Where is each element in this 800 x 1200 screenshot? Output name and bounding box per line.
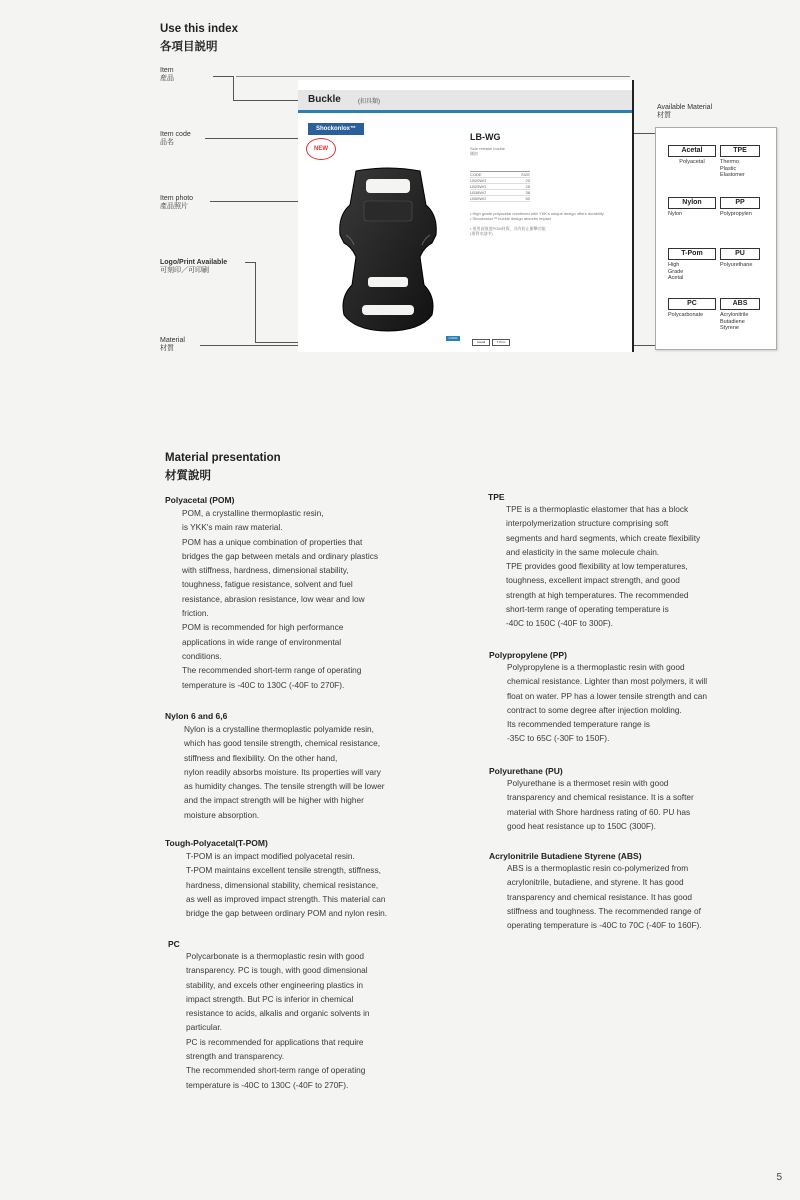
presentation-title-en: Material presentation <box>165 452 281 464</box>
leader-line-item-photo <box>210 201 300 202</box>
item-code-subtitle: Side release buckle 側扣 <box>470 146 505 156</box>
table-row: LB25WG 25 <box>470 184 530 189</box>
category-accent <box>298 110 632 113</box>
brand-badge: Shockonlox™ <box>308 123 364 135</box>
section-heading-pu: Polyurethane (PU) <box>489 766 563 776</box>
section-heading-pc: PC <box>168 939 180 949</box>
leader-line-item-code <box>205 138 305 139</box>
material-cell-nylon: Nylon Nylon <box>668 197 716 218</box>
section-body-pu: Polyurethane is a thermoset resin with good transparency and chemical resistance. It is a softer material with Shore hardness rating of 60. PU has good heat resistance up to 150C (300F). <box>507 778 694 831</box>
label-material: Material 材質 <box>160 337 185 352</box>
item-code-title: LB-WG <box>470 132 501 142</box>
section-body-pc: Polycarbonate is a thermoplastic resin with good transparency. PC is tough, with good dimensional stability, and excels other engineering plastics in impact strength. But PC is inferior in chemical resistance to acids, alkalis and organic solvents in particular. PC is recommended for applications that require strength and transparency. The recommended short-term range of operating temperature is -40C to 130C (-40F to 270F). <box>186 951 370 1090</box>
section-heading-pom: Polyacetal (POM) <box>165 495 235 505</box>
material-tag-acetal: Acetal <box>472 339 490 346</box>
material-cell-tpe: TPE Thermo Plastic Elastomer <box>720 145 760 179</box>
section-heading-pp: Polypropylene (PP) <box>489 650 567 660</box>
section-body-pom: POM, a crystalline thermoplastic resin, is YKK's main raw material. POM has a unique combination of properties that bridges the gap between metals and ordinary plastics with stiffness, hardness, dimensional stability, toughness, fatigue resistance, solvent and fuel resistance, abrasion resistance, low wear and low friction. POM is recommended for high performance applications in wide range of environmental conditions. The recommended short-term range of operating temperature is -40C to 130C (-40F to 270F). <box>182 508 379 690</box>
code-table <box>470 171 530 202</box>
category-title: Buckle <box>308 94 341 105</box>
leader-line-top <box>236 76 630 77</box>
label-logo-print: Logo/Print Available 可刻印／可印刷 <box>160 259 228 274</box>
category-subtitle: (扣具類) <box>358 99 380 105</box>
label-item-photo: Item photo 產品照片 <box>160 195 194 210</box>
material-cell-pu: PU Polyurethane <box>720 248 760 269</box>
material-cell-pp: PP Polypropylen <box>720 197 760 218</box>
page-number: 5 <box>776 1172 782 1183</box>
leader-line-available <box>632 133 655 134</box>
available-material-box <box>655 127 777 350</box>
item-notes: • High grade polyacetal combined with YKK's unique design offers durability • Shockonlox™ buckle design absorbs impact • 使用高強度POM材質，具有防止衝擊功能 (專利申請中) <box>470 211 604 236</box>
section-body-pp: Polypropylene is a thermoplastic resin with good chemical resistance. Lighter than most polymers, it will float on water. PP has a lower tensile strength and can contract to some degree after injection molding. Its recommended temperature range is -35C to 65C (-30F to 150F). <box>507 662 708 744</box>
label-item-code: Item code 品名 <box>160 131 191 146</box>
material-cell-abs: ABS Acrylonitrile Butadiene Styrene <box>720 298 760 332</box>
section-body-nylon: Nylon is a crystalline thermoplastic polyamide resin, which has good tensile strength, chemical resistance, stiffness and flexibility. On the other hand, nylon readily absorbs moisture. Its properties will vary as humidity changes. The tensile strength will be lower and the impact strength will be higher with higher moisture absorption. <box>184 724 385 820</box>
buckle-photo <box>328 165 448 335</box>
page-title-en: Use this index <box>160 23 238 35</box>
available-material-title: Available Material 材質 <box>657 104 713 119</box>
table-row: LB20WG 20 <box>470 178 530 183</box>
section-body-tpom: T-POM is an impact modified polyacetal resin. T-POM maintains excellent tensile strength, stiffness, hardness, dimensional stability, chemical resistance, as well as improved impact strength. This material can bridge the gap between ordinary POM and nylon resin. <box>186 851 388 919</box>
section-heading-abs: Acrylonitrile Butadiene Styrene (ABS) <box>489 851 642 861</box>
code-table-header: CODE SIZE <box>470 172 530 177</box>
material-cell-pc: PC Polycarbonate <box>668 298 716 319</box>
label-item: Item 産品 <box>160 67 174 82</box>
leader-line-logo-v <box>255 262 256 342</box>
leader-line-item-v <box>233 76 234 100</box>
page-title-jp: 各項目説明 <box>160 41 218 53</box>
leader-line-item-h <box>233 100 300 101</box>
table-row: LB38WG 38 <box>470 190 530 195</box>
material-cell-acetal: Acetal Polyacetal <box>668 145 716 166</box>
section-body-tpe: TPE is a thermoplastic elastomer that has a block interpolymerization structure comprising soft segments and hard segments, which create flexibility and elasticity in the same molecule chain. TPE provides good flexibility at low temperatures, toughness, excellent impact strength, and good strength at high temperatures. The recommended short-term range of operating temperature is -40C to 150C (-40F to 300F). <box>506 504 701 629</box>
section-heading-tpom: Tough-Polyacetal(T-POM) <box>165 838 268 848</box>
section-body-abs: ABS is a thermoplastic resin co-polymerized from acrylonitrile, butadiene, and styrene. It has good transparency and chemical resistance. It has good stiffness and toughness. The recommended range of operating temperature is -40C to 70C (-40F to 160F). <box>507 863 702 931</box>
sample-catalog-page <box>298 80 634 352</box>
section-heading-tpe: TPE <box>488 492 505 502</box>
material-tag-tpom: T-Pom <box>492 339 510 346</box>
presentation-title-jp: 材質說明 <box>165 470 211 482</box>
table-row: LB50WG 50 <box>470 196 530 201</box>
leader-line-item <box>213 76 233 77</box>
new-stamp: NEW <box>306 138 336 160</box>
material-cell-tpom: T-Pom High Grade Acetal <box>668 248 716 282</box>
category-bar <box>298 90 632 112</box>
logo-tag: LOGO <box>446 336 460 341</box>
leader-line-logo <box>245 262 255 263</box>
section-heading-nylon: Nylon 6 and 6,6 <box>165 711 228 721</box>
